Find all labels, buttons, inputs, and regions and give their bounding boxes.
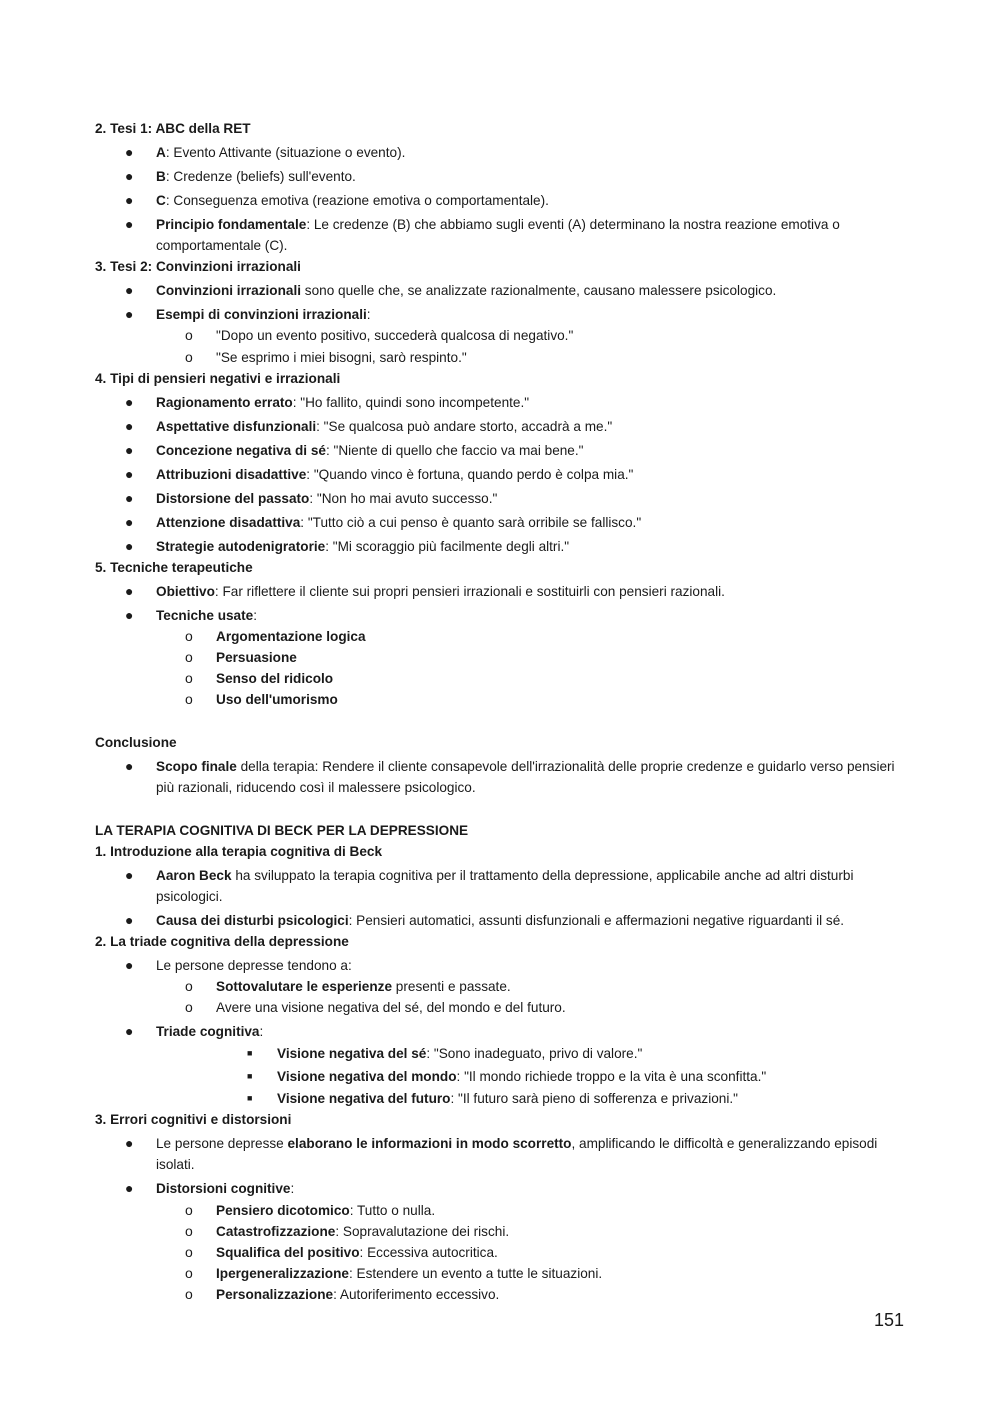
section-heading: 2. Tesi 1: ABC della RET (95, 121, 251, 136)
item-text: Attribuzioni disadattive: "Quando vinco è fortuna, quando perdo è colpa mia." (156, 467, 634, 482)
bold-term: Convinzioni irrazionali (156, 283, 302, 298)
sub-bullet-item (185, 1284, 896, 1305)
bold-term: C (156, 193, 166, 208)
item-text (216, 647, 896, 668)
item-text: C: Conseguenza emotiva (reazione emotiva o comportamentale). (156, 193, 549, 208)
item-text: Sottovalutare le esperienze presenti e passate. (216, 979, 511, 994)
item-text: Ipergeneralizzazione: Estendere un evento a tutte le situazioni. (216, 1266, 603, 1281)
bold-term: Persuasione (216, 650, 297, 665)
disc-bullet-icon: ● (125, 1180, 134, 1196)
section-heading: Conclusione (95, 735, 177, 750)
bold-term: Visione negativa del futuro (277, 1091, 451, 1106)
bullet-item (125, 166, 901, 187)
disc-bullet-icon: ● (125, 168, 134, 184)
bold-term: Ragionamento errato (156, 395, 293, 410)
bold-term: A (156, 145, 166, 160)
disc-bullet-icon: ● (125, 490, 134, 506)
item-text: Causa dei disturbi psicologici: Pensieri automatici, assunti disfunzionali e affermazioni negative riguardanti il sé. (156, 913, 845, 928)
sub-bullet-item (185, 1242, 896, 1263)
bold-term: elaborano le informazioni in modo scorretto (287, 1136, 572, 1151)
bold-term: Squalifica del positivo (216, 1245, 360, 1260)
bullet-item (125, 605, 901, 626)
sub-bullet-item (185, 1263, 896, 1284)
sub-bullet-item (185, 668, 896, 689)
bullet-item (125, 304, 901, 325)
sub-bullet-item (185, 1200, 896, 1221)
section-heading: 3. Tesi 2: Convinzioni irrazionali (95, 259, 301, 274)
item-text (216, 689, 896, 710)
bullet-item (125, 464, 901, 485)
item-text: Visione negativa del sé: "Sono inadeguato, privo di valore." (277, 1046, 643, 1061)
sub-bullet-item (185, 647, 896, 668)
disc-bullet-icon: ● (125, 514, 134, 530)
bold-term: Catastrofizzazione (216, 1224, 336, 1239)
bold-term: Strategie autodenigratorie (156, 539, 326, 554)
item-text: Triade cognitiva: (156, 1024, 264, 1039)
item-text: Distorsioni cognitive: (156, 1181, 295, 1196)
bullet-item (125, 1133, 901, 1175)
bold-term: Tecniche usate (156, 608, 254, 623)
bold-term: Ipergeneralizzazione (216, 1266, 349, 1281)
circle-bullet-icon: o (185, 1223, 193, 1239)
bullet-item (125, 280, 901, 301)
section-heading: 3. Errori cognitivi e distorsioni (95, 1112, 292, 1127)
item-text: Le persone depresse elaborano le informazioni in modo scorretto, amplificando le difficoltà e generalizzando episodi isolati. (156, 1136, 878, 1172)
bullet-item (125, 1178, 901, 1199)
bold-term: Senso del ridicolo (216, 671, 334, 686)
bullet-item (125, 440, 901, 461)
bullet-item (125, 392, 901, 413)
bold-term: Causa dei disturbi psicologici (156, 913, 349, 928)
disc-bullet-icon: ● (125, 192, 134, 208)
circle-bullet-icon: o (185, 999, 193, 1015)
bold-term: Uso dell'umorismo (216, 692, 338, 707)
disc-bullet-icon: ● (125, 216, 134, 232)
item-text: Avere una visione negativa del sé, del mondo e del futuro. (216, 1000, 566, 1015)
bold-term: Pensiero dicotomico (216, 1203, 350, 1218)
disc-bullet-icon: ● (125, 607, 134, 623)
bold-term: Scopo finale (156, 759, 237, 774)
item-text: Esempi di convinzioni irrazionali: (156, 307, 371, 322)
bold-term: Principio fondamentale (156, 217, 307, 232)
bullet-item (125, 1021, 901, 1042)
item-text: B: Credenze (beliefs) sull'evento. (156, 169, 356, 184)
circle-bullet-icon: o (185, 1244, 193, 1260)
item-text: Ragionamento errato: "Ho fallito, quindi sono incompetente." (156, 395, 530, 410)
item-text: Tecniche usate: (156, 608, 257, 623)
disc-bullet-icon: ● (125, 1023, 134, 1039)
disc-bullet-icon: ● (125, 538, 134, 554)
item-text: Catastrofizzazione: Sopravalutazione dei rischi. (216, 1224, 510, 1239)
square-bullet-icon: ■ (247, 1071, 253, 1081)
bullet-item (125, 190, 901, 211)
bold-term: Aspettative disfunzionali (156, 419, 317, 434)
square-bullet-icon: ■ (247, 1093, 253, 1103)
item-text: Personalizzazione: Autoriferimento eccessivo. (216, 1287, 500, 1302)
item-text (216, 626, 896, 647)
disc-bullet-icon: ● (125, 758, 134, 774)
circle-bullet-icon: o (185, 1286, 193, 1302)
disc-bullet-icon: ● (125, 466, 134, 482)
circle-bullet-icon: o (185, 1265, 193, 1281)
bullet-item (125, 214, 901, 256)
item-text: Principio fondamentale: Le credenze (B) che abbiamo sugli eventi (A) determinano la nostra reazione emotiva o comportamentale (C). (156, 217, 840, 253)
bold-term: Obiettivo (156, 584, 215, 599)
page-number: 151 (874, 1310, 905, 1330)
item-text: Aspettative disfunzionali: "Se qualcosa può andare storto, accadrà a me." (156, 419, 613, 434)
item-text: "Se esprimo i miei bisogni, sarò respinto." (216, 350, 467, 365)
bold-term: Personalizzazione (216, 1287, 334, 1302)
item-text: Obiettivo: Far riflettere il cliente sui propri pensieri irrazionali e sostituirli con pensieri razionali. (156, 584, 725, 599)
circle-bullet-icon: o (185, 327, 193, 343)
circle-bullet-icon: o (185, 628, 193, 644)
item-text (216, 668, 896, 689)
bold-term: Triade cognitiva (156, 1024, 260, 1039)
bullet-item (125, 756, 901, 798)
item-text: "Dopo un evento positivo, succederà qualcosa di negativo." (216, 328, 574, 343)
item-text: Distorsione del passato: "Non ho mai avuto successo." (156, 491, 498, 506)
bullet-item (125, 865, 901, 907)
bold-term: Visione negativa del sé (277, 1046, 427, 1061)
circle-bullet-icon: o (185, 649, 193, 665)
item-text: Squalifica del positivo: Eccessiva autocritica. (216, 1245, 498, 1260)
nested-bullet-item (247, 1088, 897, 1109)
disc-bullet-icon: ● (125, 583, 134, 599)
circle-bullet-icon: o (185, 670, 193, 686)
circle-bullet-icon: o (185, 978, 193, 994)
sub-bullet-item (185, 689, 896, 710)
bold-term: Visione negativa del mondo (277, 1069, 457, 1084)
bold-term: Concezione negativa di sé (156, 443, 326, 458)
bullet-item (125, 536, 901, 557)
bullet-item (125, 512, 901, 533)
circle-bullet-icon: o (185, 691, 193, 707)
item-text: Convinzioni irrazionali sono quelle che, se analizzate razionalmente, causano malessere psicologico. (156, 283, 777, 298)
bullet-item (125, 910, 901, 931)
item-text: A: Evento Attivante (situazione o evento). (156, 145, 406, 160)
item-text: Concezione negativa di sé: "Niente di quello che faccio va mai bene." (156, 443, 584, 458)
bold-term: Attribuzioni disadattive (156, 467, 307, 482)
item-text: Le persone depresse tendono a: (156, 958, 352, 973)
bold-term: Attenzione disadattiva (156, 515, 301, 530)
item-text: Visione negativa del futuro: "Il futuro sarà pieno di sofferenza e privazioni." (277, 1091, 738, 1106)
bold-term: Distorsioni cognitive (156, 1181, 291, 1196)
bullet-item (125, 488, 901, 509)
section-heading: LA TERAPIA COGNITIVA DI BECK PER LA DEPRESSIONE (95, 823, 469, 838)
disc-bullet-icon: ● (125, 867, 134, 883)
sub-bullet-item (185, 626, 896, 647)
bullet-item (125, 581, 901, 602)
sub-bullet-item (185, 997, 896, 1018)
disc-bullet-icon: ● (125, 144, 134, 160)
sub-bullet-item (185, 325, 896, 346)
bold-term: Distorsione del passato (156, 491, 310, 506)
disc-bullet-icon: ● (125, 442, 134, 458)
sub-bullet-item (185, 347, 896, 368)
item-text: Scopo finale della terapia: Rendere il cliente consapevole dell'irrazionalità delle proprie credenze e guidarlo verso pensieri più razionali, riducendo così il malessere psicologico. (156, 759, 895, 795)
disc-bullet-icon: ● (125, 957, 134, 973)
bold-term: Aaron Beck (156, 868, 232, 883)
disc-bullet-icon: ● (125, 282, 134, 298)
sub-bullet-item (185, 1221, 896, 1242)
item-text: Visione negativa del mondo: "Il mondo richiede troppo e la vita è una sconfitta." (277, 1069, 767, 1084)
item-text: Attenzione disadattiva: "Tutto ciò a cui penso è quanto sarà orribile se fallisco." (156, 515, 642, 530)
disc-bullet-icon: ● (125, 1135, 134, 1151)
bold-term: B (156, 169, 166, 184)
disc-bullet-icon: ● (125, 306, 134, 322)
circle-bullet-icon: o (185, 349, 193, 365)
bullet-item (125, 142, 901, 163)
disc-bullet-icon: ● (125, 912, 134, 928)
bold-term: Sottovalutare le esperienze (216, 979, 393, 994)
section-heading: 4. Tipi di pensieri negativi e irrazionali (95, 371, 341, 386)
bullet-item (125, 416, 901, 437)
section-heading: 2. La triade cognitiva della depressione (95, 934, 349, 949)
square-bullet-icon: ■ (247, 1048, 253, 1058)
bullet-item (125, 955, 901, 976)
nested-bullet-item (247, 1066, 897, 1087)
nested-bullet-item (247, 1043, 897, 1064)
section-heading: 5. Tecniche terapeutiche (95, 560, 253, 575)
disc-bullet-icon: ● (125, 394, 134, 410)
bold-term: Argomentazione logica (216, 629, 366, 644)
item-text: Aaron Beck ha sviluppato la terapia cognitiva per il trattamento della depressione, applicabile anche ad altri disturbi psicologici. (156, 868, 854, 904)
disc-bullet-icon: ● (125, 418, 134, 434)
section-heading: 1. Introduzione alla terapia cognitiva di Beck (95, 844, 383, 859)
item-text: Strategie autodenigratorie: "Mi scoraggio più facilmente degli altri." (156, 539, 570, 554)
sub-bullet-item (185, 976, 896, 997)
bold-term: Esempi di convinzioni irrazionali (156, 307, 367, 322)
circle-bullet-icon: o (185, 1202, 193, 1218)
item-text: Pensiero dicotomico: Tutto o nulla. (216, 1203, 436, 1218)
